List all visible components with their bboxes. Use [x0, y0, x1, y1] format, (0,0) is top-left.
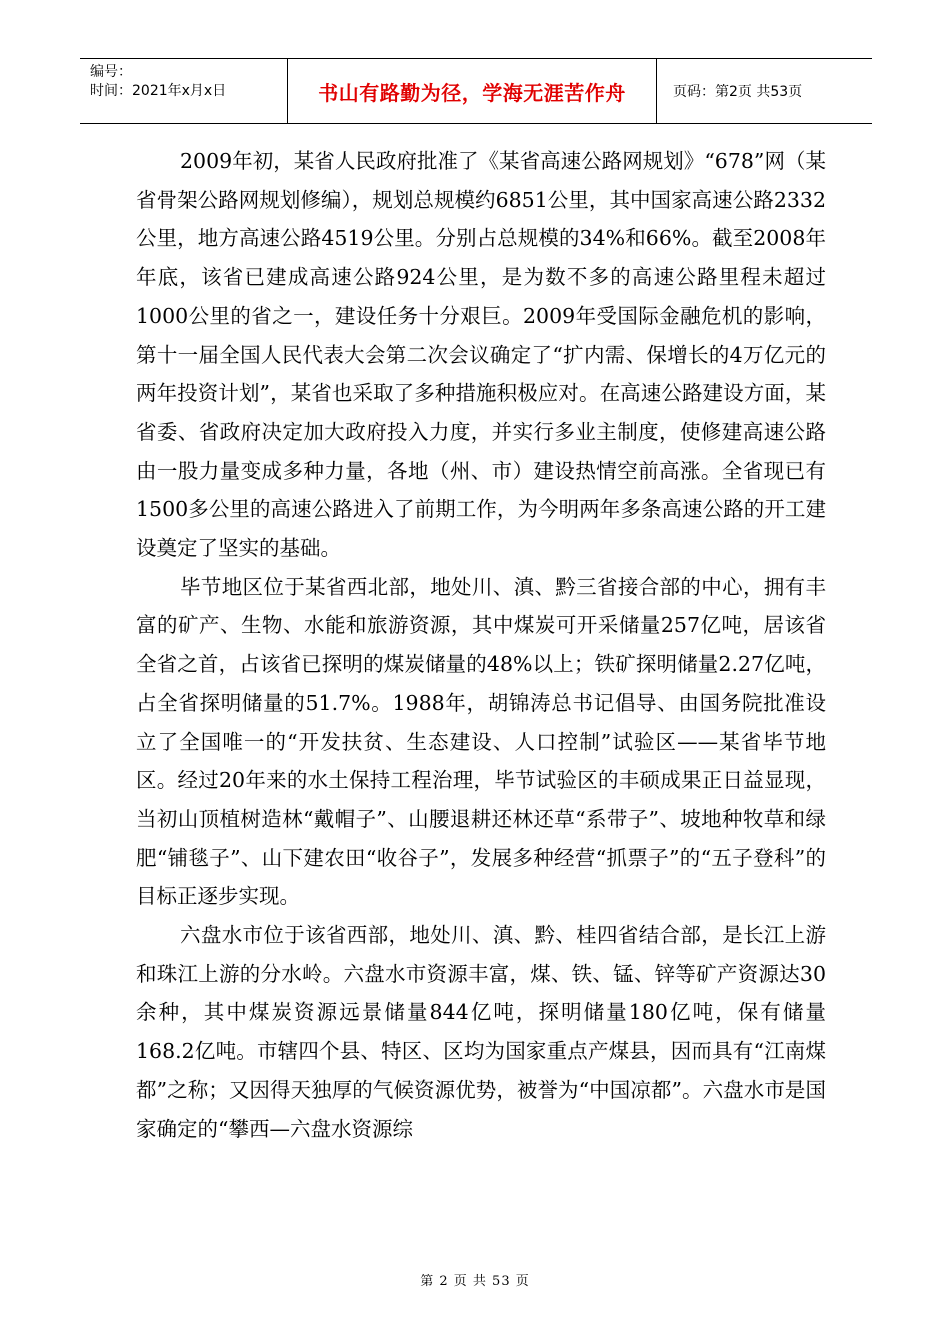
- header-motto: 书山有路勤为径，学海无涯苦作舟: [287, 59, 657, 123]
- document-body: [136, 142, 826, 1148]
- body-paragraph: 毕节地区位于某省西北部，地处川、滇、黔三省接合部的中心，拥有丰富的矿产、生物、水能和旅游资源，其中煤炭可开采储量257亿吨，居该省全省之首，占该省已探明的煤炭储量的48%以上；铁矿探明储量2.27亿吨，占全省探明储量的51.7%。1988年，胡锦涛总书记倡导、由国务院批准设立了全国唯一的“开发扶贫、生态建设、人口控制”试验区——某省毕节地区。经过20年来的水土保持工程治理，毕节试验区的丰硕成果正日益显现，当初山顶植树造林“戴帽子”、山腰退耕还林还草“系带子”、坡地种牧草和绿肥“铺毯子”、山下建农田“收谷子”，发展多种经营“抓票子”的“五子登科”的目标正逐步实现。: [136, 574, 826, 909]
- document-number-label: 编号：: [90, 64, 132, 80]
- document-header: [80, 58, 872, 124]
- document-time-label: 时间：2021年x月x日: [90, 83, 227, 99]
- header-page-info: 页码：第2页 共53页: [673, 84, 803, 100]
- body-paragraph: 2009年初，某省人民政府批准了《某省高速公路网规划》“678”网（某省骨架公路网规划修编），规划总规模约6851公里，其中国家高速公路2332公里，地方高速公路4519公里。分别占总规模的34%和66%。截至2008年年底，该省已建成高速公路924公里，是为数不多的高速公路里程未超过1000公里的省之一，建设任务十分艰巨。2009年受国际金融危机的影响，第十一届全国人民代表大会第二次会议确定了“扩内需、保增长的4万亿元的两年投资计划”，某省也采取了多种措施积极应对。在高速公路建设方面，某省委、省政府决定加大政府投入力度，并实行多业主制度，使修建高速公路由一股力量变成多种力量，各地（州、市）建设热情空前高涨。全省现已有1500多公里的高速公路进入了前期工作，为今明两年多条高速公路的开工建设奠定了坚实的基础。: [136, 149, 826, 561]
- body-paragraph: 六盘水市位于该省西部，地处川、滇、黔、桂四省结合部，是长江上游和珠江上游的分水岭。六盘水市资源丰富，煤、铁、锰、锌等矿产资源达30余种，其中煤炭资源远景储量844亿吨，探明储量180亿吨，保有储量168.2亿吨。市辖四个县、特区、区均为国家重点产煤县，因而具有“江南煤都”之称；又因得天独厚的气候资源优势，被誉为“中国凉都”。六盘水市是国家确定的“攀西—六盘水资源综: [136, 923, 826, 1141]
- page-footer: 第 2 页 共 53 页: [420, 1274, 530, 1289]
- header-meta: [80, 59, 287, 123]
